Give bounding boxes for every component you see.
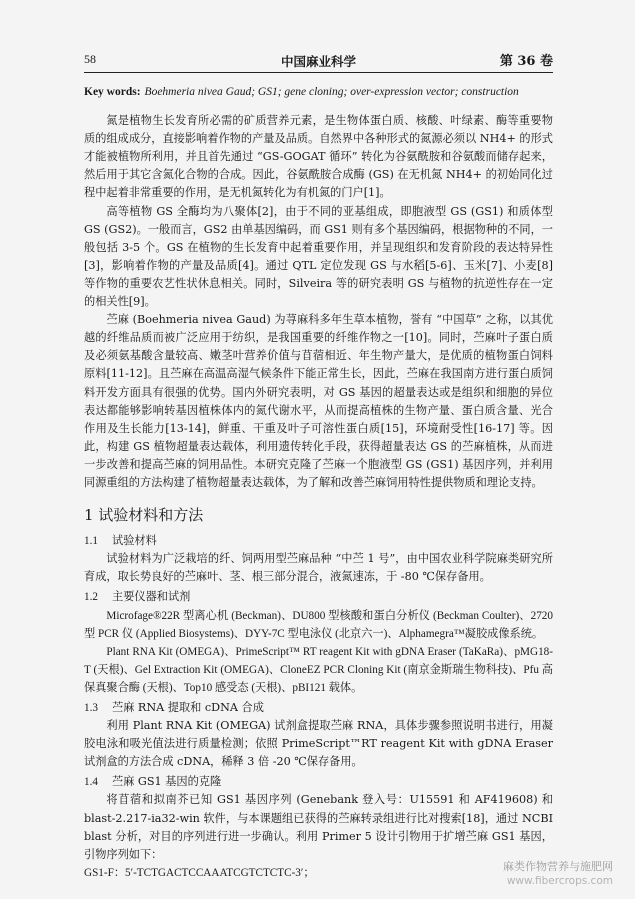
subsection-1-4-text: 将苜蓿和拟南芥已知 GS1 基因序列 (Genebank 登入号：U15591 和 AF419608) 和 blast-2.217-ia32-win 软件，与本课题组已获得的苎麻转录组进行比对搜索[18]，通过 NCBI blast 分析，对目的序列进行进一步确认。利用 Primer 5 设计引物用于扩增苎麻 GS1 基因，引物序列如下： [84, 793, 553, 861]
subsection-1-1-text: 试验材料为广泛栽培的纤、饲两用型苎麻品种 “中苎 1 号”，由中国农业科学院麻类研究所育成，取长势良好的苎麻叶、茎、根三部分混合，液氮速冻，于 -80 ℃保存备用。 [84, 552, 553, 584]
keywords-line [84, 83, 553, 101]
subsection-title: 主要仪器和试剂 [112, 590, 191, 604]
subsection-title: 试验材料 [112, 534, 157, 548]
watermark [503, 860, 613, 888]
subsection-1-2-heading [84, 588, 553, 606]
subsection-title: 苎麻 GS1 基因的克隆 [112, 775, 222, 789]
subsection-number: 1.4 [84, 776, 98, 789]
subsection-title: 苎麻 RNA 提取和 cDNA 合成 [112, 701, 264, 714]
subsection-number: 1.1 [84, 535, 98, 548]
instruments-text: Microfage®22R 型离心机 (Beckman)、DU800 型核酸和蛋白分析仪 (Beckman Coulter)、2720 型 PCR 仪 (Applied Biosystems)、DYY-7C 型电泳仪 (北京六一)、Alphamegra™凝胶成像系统。 [84, 609, 553, 640]
primer-sequence: GS1-F：5′-TCTGACTCCAAATCGTCTCTC-3′； [84, 866, 315, 879]
section-heading: 1 试验材料和方法 [84, 506, 204, 525]
article-body [84, 80, 553, 882]
subsection-number: 1.3 [84, 702, 98, 714]
page-number: 58 [84, 52, 96, 66]
subsection-1-1-heading [84, 532, 553, 550]
watermark-url: www.fibercrops.com [506, 875, 613, 887]
paragraph-gs-enzyme: 高等植物 GS 全酶均为八聚体[2]，由于不同的亚基组成，即胞液型 GS (GS1) 和质体型 GS (GS2)。一般而言，GS2 由单基因编码，而 GS1 则有多个基因编码，根据物种的不同，一般包括 3-5 个。GS 在植物的生长发育中起着重要作用，并呈现组织和发育阶段的表达特异性[3]，影响着作物的产量及品质[4]。通过 QTL 定位发现 GS 与水稻[5-6]、玉米[7]、小麦[8] 等作物的重要农艺性状休息相关。同时，Silveira 等的研究表明 GS 与植物的抗逆性存在一定的相关性[9]。 [84, 204, 553, 309]
reagents-text: Plant RNA Kit (OMEGA)、PrimeScript™ RT reagent Kit with gDNA Eraser (TaKaRa)、pMG18-T (天根)、Gel Extraction Kit (OMEGA)、CloneEZ PCR Cloning Kit (南京金斯瑞生物科技)、Pfu 高保真聚合酶 (天根)、Top10 感受态 (天根)、pBI121 载体。 [84, 645, 553, 694]
watermark-name: 麻类作物营养与施肥网 [503, 860, 613, 873]
subsection-number: 1.2 [84, 591, 98, 604]
keywords-text: Boehmeria nivea Gaud; GS1; gene cloning; over-expression vector; construction [144, 86, 519, 98]
subsection-1-3-heading [84, 699, 553, 717]
subsection-1-3-text: 利用 Plant RNA Kit (OMEGA) 试剂盒提取苎麻 RNA，具体步骤参照说明书进行，用凝胶电泳和吸光值法进行质量检测；依照 PrimeScript™RT reagent Kit with gDNA Eraser 试剂盒的方法合成 cDNA，稀释 3 倍 -20 ℃保存备用。 [84, 719, 553, 769]
header-rule [84, 72, 553, 73]
subsection-1-4-heading [84, 773, 553, 791]
volume-label: 第 36 卷 [499, 54, 553, 69]
journal-title: 中国麻业科学 [280, 54, 356, 69]
paragraph-ramie: 苎麻 (Boehmeria nivea Gaud) 为荨麻科多年生草本植物，誉有 “中国草” 之称，以其优越的纤维品质而被广泛应用于纺织，是我国重要的纤维作物之一[10]。同时，苎麻叶子蛋白质及必须氨基酸含量较高、嫩茎叶营养价值与苜蓿相近、年生物产量大，是优质的植物蛋白饲料原料[11-12]。且苎麻在高温高湿气候条件下能正常生长，因此，苎麻在我国南方进行蛋白质饲料开发方面具有很强的优势。国内外研究表明，对 GS 基因的超量表达或是组织和细胞的异位表达都能够影响转基因植株体内的氮代谢水平，从而提高植株的生物产量、蛋白质含量、光合作用及生长能力[13-14]，鲜重、干重及叶子可溶性蛋白质[15]，环境耐受性[16-17] 等。因此，构建 GS 植物超量表达载体，利用遗传转化手段，获得超量表达 GS 的苎麻植株，从而进一步改善和提高苎麻的饲用品性。本研究克隆了苎麻一个胞液型 GS (GS1) 基因序列，并利用同源重组的方法构建了植物超量表达载体，为了解和改善苎麻饲用特性提供物质和理论支持。 [84, 313, 553, 489]
keywords-label: Key words: [84, 86, 141, 98]
paragraph-nitrogen: 氮是植物生长发育所必需的矿质营养元素，是生物体蛋白质、核酸、叶绿素、酶等重要物质的组成成分，直接影响着作物的产量及品质。自然界中各种形式的氮源必须以 NH4+ 的形式才能被植物所利用，并且首先通过 “GS-GOGAT 循环” 转化为谷氨酰胺和谷氨酸而储存起来，然后用于其它含氮化合物的合成。因此，谷氨酰胺合成酶 (GS) 在无机氮 NH4+ 的初始同化过程中起着非常重要的作用，是无机氮转化为有机氮的门户[1]。 [84, 114, 553, 200]
running-header [84, 48, 553, 70]
